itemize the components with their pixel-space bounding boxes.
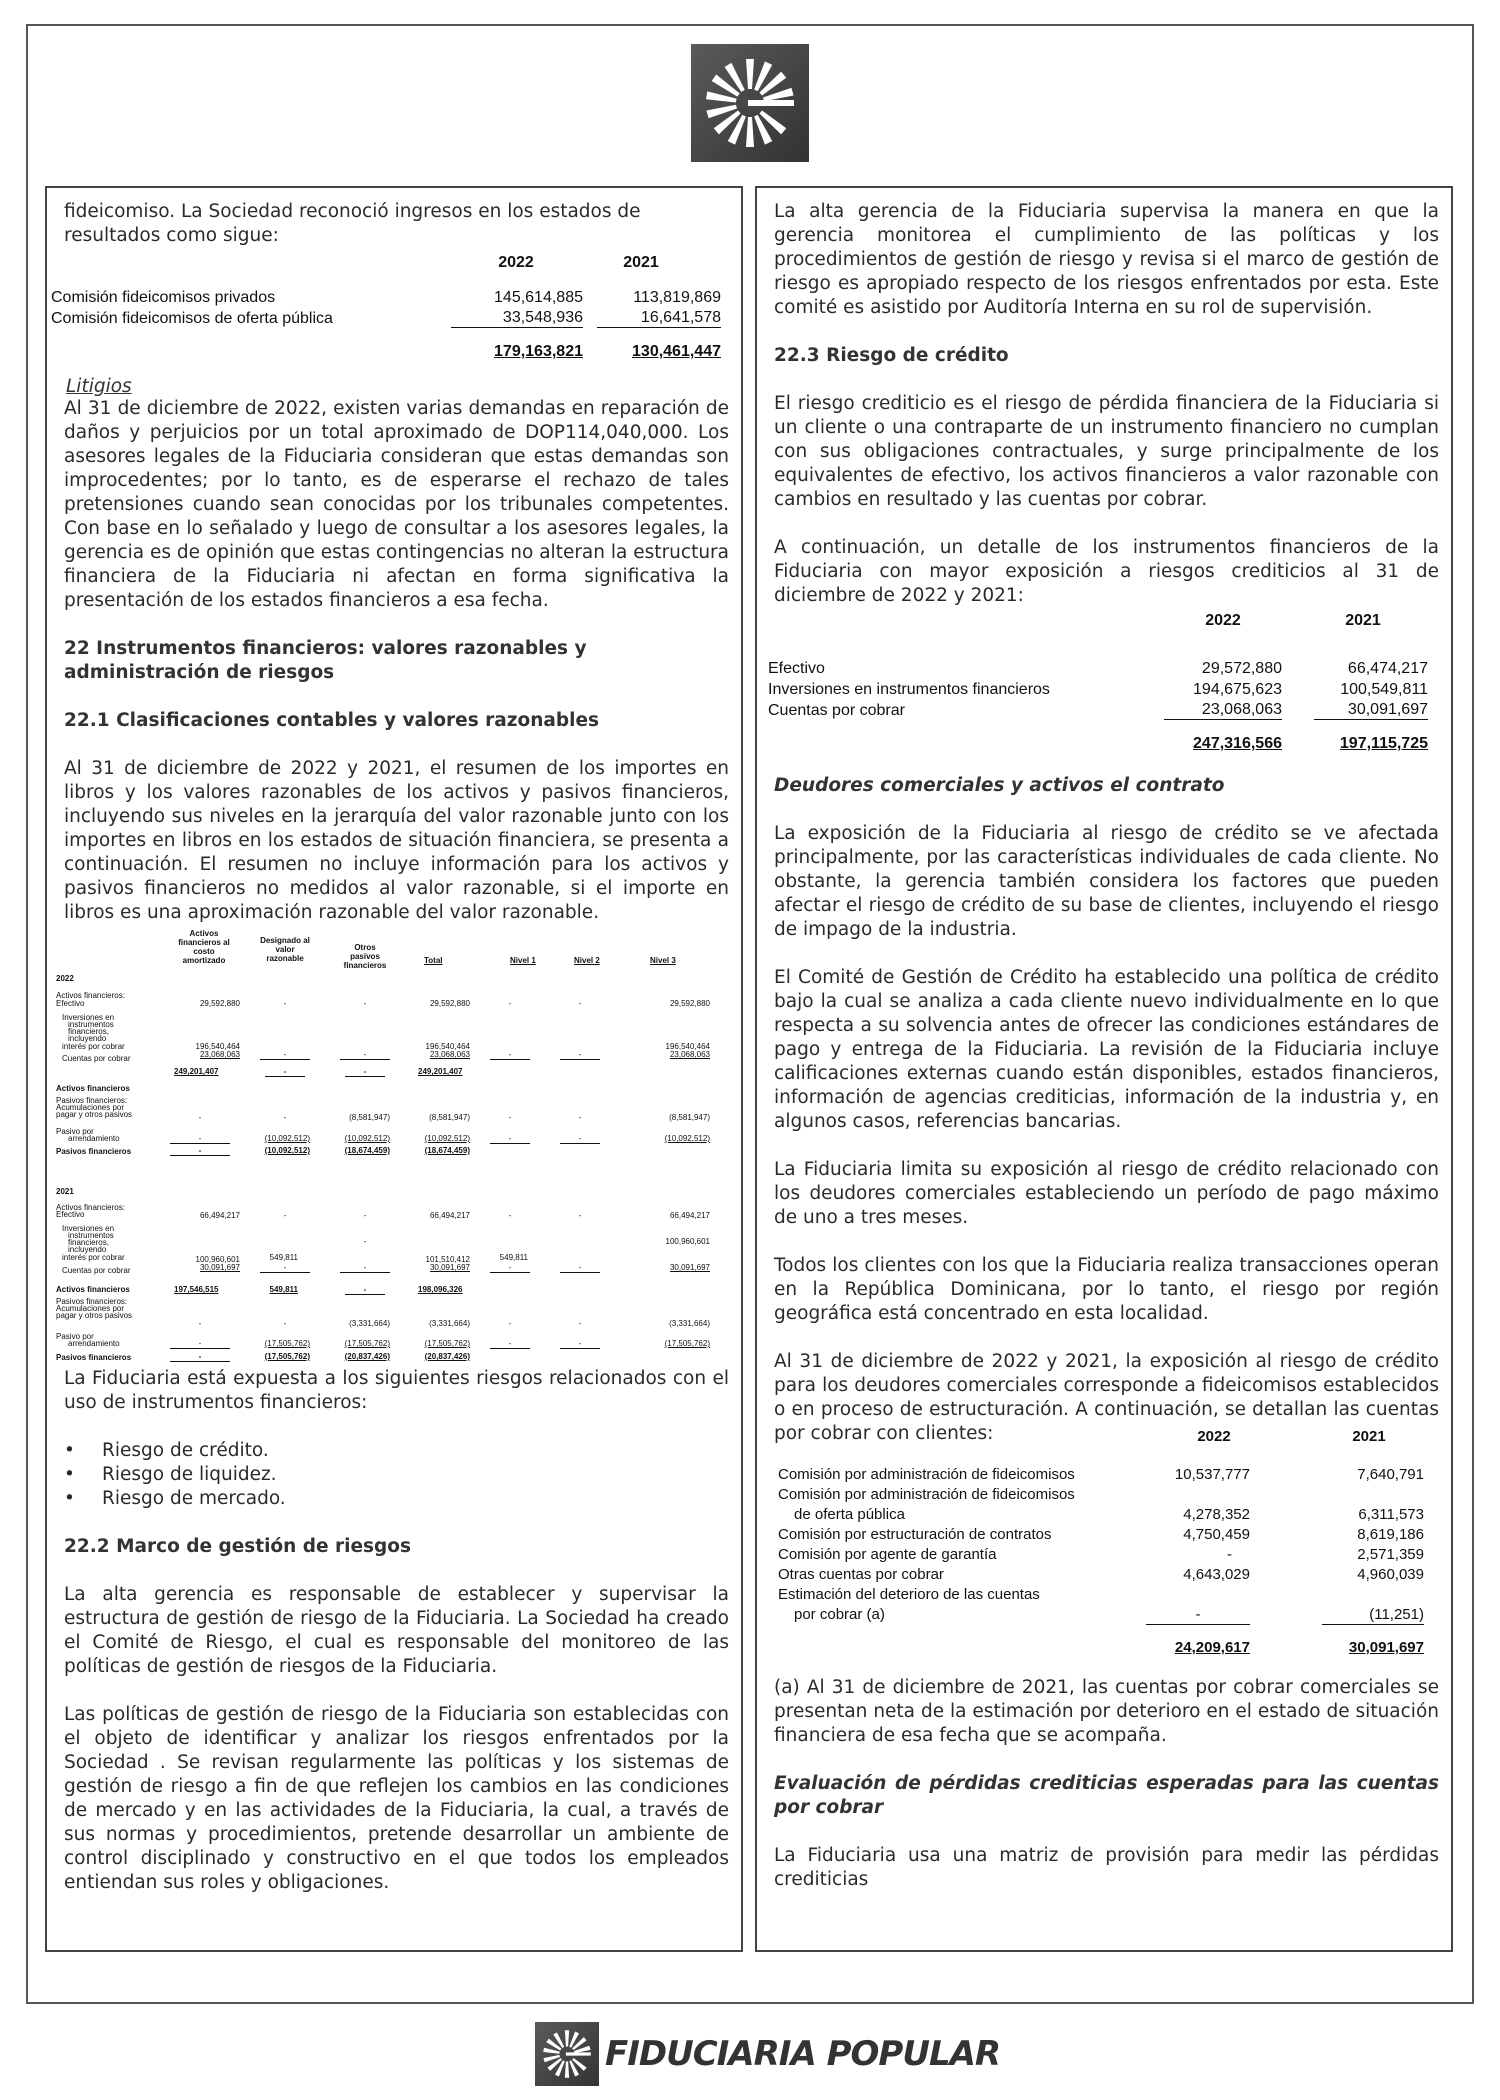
paragraph: Al 31 de diciembre de 2022 y 2021, el resumen de los importes en libros y los valores razonables de los activos y pasivos financieros, incluyendo sus niveles en la jerarquía del valor razonable junto con los importes en libros en los estados de situación financiera, se presenta a continuación. El resumen no incluye información para los activos y pasivos financieros no medidos al valor razonable, si el importe en libros es una aproximación razonable del valor razonable. xyxy=(64,758,729,923)
cell: - xyxy=(578,999,582,1008)
cell: 249,201,407 xyxy=(174,1067,219,1076)
cell: - xyxy=(363,1237,367,1246)
litigios-heading: Litigios xyxy=(66,376,132,397)
cell: 145,614,885 xyxy=(494,289,583,306)
cell: - xyxy=(1146,1605,1250,1625)
cell: 196,540,464 xyxy=(665,1042,710,1051)
risk-list xyxy=(64,1439,729,1511)
row-label: Comisión fideicomisos privados xyxy=(51,289,276,306)
table-row xyxy=(774,1505,1439,1525)
row-label: instrumentos xyxy=(68,1020,114,1029)
cell: - xyxy=(363,999,367,1008)
total-cell: 179,163,821 xyxy=(494,343,583,360)
col-header: Otros pasivos financieros xyxy=(343,943,387,970)
section-heading: 22 Instrumentos financieros: valores razonables y administración de riesgos xyxy=(64,638,587,683)
table-row xyxy=(774,1545,1439,1565)
cell: 100,960,601 xyxy=(665,1237,710,1246)
cell: (20,837,426) xyxy=(344,1352,390,1361)
sunburst-icon xyxy=(535,2022,599,2086)
cell: (10,092,512) xyxy=(264,1134,310,1143)
cell: 249,201,407 xyxy=(418,1067,463,1076)
col-header: Nivel 3 xyxy=(650,956,676,965)
row-label: Pasivos financieros xyxy=(56,1353,132,1362)
cell: - xyxy=(283,1319,287,1328)
brand-name: FIDUCIARIA POPULAR xyxy=(605,2034,1001,2074)
row-label: Inversiones en instrumentos financieros xyxy=(768,681,1050,698)
col-header: Nivel 1 xyxy=(510,956,536,965)
table-row xyxy=(774,1525,1439,1545)
row-label: Efectivo xyxy=(56,1210,85,1219)
year-header: 2021 xyxy=(1352,1428,1386,1445)
table-row xyxy=(774,1605,1439,1625)
row-label: Cuentas por cobrar xyxy=(62,1266,131,1275)
cell: 66,494,217 xyxy=(669,1211,710,1220)
cell: 549,811 xyxy=(269,1253,298,1262)
year-header: 2022 xyxy=(1197,1428,1231,1445)
cell: - xyxy=(508,1113,512,1122)
cell: 33,548,936 xyxy=(451,308,583,328)
row-label: Cuentas por cobrar xyxy=(62,1054,131,1063)
cell: 196,540,464 xyxy=(195,1042,240,1051)
cell: 196,540,464 xyxy=(425,1042,470,1051)
cell: - xyxy=(508,1211,512,1220)
paragraph: La alta gerencia es responsable de establecer y supervisar la estructura de gestión de riesgo de la Fiduciaria. La Sociedad ha creado el Comité de Riesgo, el cual es responsable del monitoreo de las políticas de gestión de riesgos de la Fiduciaria. xyxy=(64,1584,729,1677)
cell: - xyxy=(578,1211,582,1220)
cell: 16,641,578 xyxy=(597,308,721,328)
row-label: pagar y otros pasivos xyxy=(56,1110,133,1119)
paragraph: El Comité de Gestión de Crédito ha establecido una política de crédito bajo la cual se analiza a cada cliente nuevo individualmente en lo que respecta a su solvencia antes de ofrecer las condiciones estándares de pago y entrega de la Fiduciaria. La revisión de la Fiduciaria incluye calificaciones externas cuando están disponibles, estados financieros, información de agencias crediticias, información de la industria y, en algunos casos, referencias bancarias. xyxy=(774,967,1439,1132)
row-label: Comisión por administración de fideicomisos xyxy=(778,1466,1075,1483)
cell: - xyxy=(1227,1546,1232,1563)
classification-table xyxy=(50,929,730,1389)
cell: 29,592,880 xyxy=(199,999,240,1008)
cell: 29,572,880 xyxy=(1201,660,1282,677)
col-header: Designado al valor razonable xyxy=(260,936,310,963)
cell: - xyxy=(260,1050,310,1060)
row-label: Comisión fideicomisos de oferta pública xyxy=(51,310,333,327)
cell: 4,643,029 xyxy=(1183,1566,1250,1583)
cell: 10,537,777 xyxy=(1174,1466,1250,1483)
cell: - xyxy=(283,1211,287,1220)
paragraph: (a) Al 31 de diciembre de 2021, las cuentas por cobrar comerciales se presentan neta de la estimación por deterioro en el estado de situación financiera de esa fecha que se acompaña. xyxy=(774,1677,1439,1746)
paragraph: Todos los clientes con los que la Fiduciaria realiza transacciones operan en la República Dominicana, por lo tanto, el riesgo por región geográfica está concentrado en esta localidad. xyxy=(774,1255,1439,1324)
sunburst-icon xyxy=(700,53,800,153)
paragraph: La exposición de la Fiduciaria al riesgo de crédito se ve afectada principalmente, por las características individuales de cada cliente. No obstante, la gerencia también considera los factores que pueden afectar el riesgo de crédito de su base de clientes, incluyendo el riesgo de impago de la industria. xyxy=(774,823,1439,940)
row-label: financieros, xyxy=(68,1238,109,1247)
cell: (11,251) xyxy=(1322,1605,1424,1625)
row-label: Comisión por agente de garantía xyxy=(778,1546,997,1563)
cell: 23,068,063 xyxy=(669,1050,710,1059)
row-label: Pasivos financieros xyxy=(56,1147,132,1156)
table-row xyxy=(774,1565,1439,1585)
row-label: Activos financieros xyxy=(56,1285,130,1294)
row-label: Inversiones en xyxy=(62,1013,115,1022)
row-label: Activos financieros xyxy=(56,1084,130,1093)
subsection-heading: Evaluación de pérdidas crediticias esperadas para las cuentas por cobrar xyxy=(774,1773,1439,1818)
cell: 30,091,697 xyxy=(669,1263,710,1272)
cell: (10,092,512) xyxy=(424,1134,470,1143)
row-label: Efectivo xyxy=(768,660,825,677)
cell: - xyxy=(490,1134,530,1144)
cell: - xyxy=(170,1339,230,1349)
cell: (18,674,459) xyxy=(424,1146,470,1155)
row-label: arrendamiento xyxy=(68,1339,120,1348)
row-label: Activos financieros: xyxy=(56,1203,125,1212)
row-label: Comisión por estructuración de contratos xyxy=(778,1526,1052,1543)
table-total-row xyxy=(774,1637,1439,1658)
cell: 100,549,811 xyxy=(1340,681,1428,698)
row-label: Pasivo por xyxy=(56,1127,94,1136)
paragraph: A continuación, un detalle de los instrumentos financieros de la Fiduciaria con mayor exposición a riesgos crediticios al 31 de diciembre de 2022 y 2021: xyxy=(774,537,1439,606)
cell: (8,581,947) xyxy=(669,1113,710,1122)
total-cell: 130,461,447 xyxy=(632,343,721,360)
cell: - xyxy=(170,1134,230,1144)
paragraph: Las políticas de gestión de riesgo de la Fiduciaria son establecidas con el objeto de identificar y analizar los riesgos enfrentados por la Sociedad . Se revisan regularmente las políticas y los sistemas de gestión de riesgo a fin de que reflejen los cambios en las condiciones de mercado y en las actividades de la Fiduciaria, la cual, a través de sus normas y procedimientos, pretende desarrollar un ambiente de control disciplinado y constructivo en el que todos los empleados entiendan sus roles y obligaciones. xyxy=(64,1704,729,1893)
table-row xyxy=(51,308,729,329)
cell: (10,092,512) xyxy=(664,1134,710,1143)
row-label: Otras cuentas por cobrar xyxy=(778,1566,944,1583)
year-header: 2022 xyxy=(498,254,534,271)
table-total-row xyxy=(768,733,1438,754)
cell: 6,311,573 xyxy=(1358,1506,1424,1523)
cell: (3,331,664) xyxy=(429,1319,470,1328)
paragraph: La Fiduciaria limita su exposición al riesgo de crédito relacionado con los deudores comerciales estableciendo un período de pago máximo de uno a tres meses. xyxy=(774,1159,1439,1228)
paragraph: El riesgo crediticio es el riesgo de pérdida financiera de la Fiduciaria si un cliente o una contraparte de un instrumento financiero no cumplan con sus obligaciones contractuales, y surge principalmente de los equivalentes de efectivo, los activos financieros a valor razonable con cambios en resultado y las cuentas por cobrar. xyxy=(774,393,1439,510)
cell: (20,837,426) xyxy=(424,1352,470,1361)
cell: 23,068,063 xyxy=(1164,700,1282,720)
cell: - xyxy=(345,1067,385,1077)
row-label: pagar y otros pasivos xyxy=(56,1311,133,1320)
row-label: de oferta pública xyxy=(794,1506,905,1523)
row-label: Estimación del deterioro de las cuentas xyxy=(778,1586,1040,1603)
total-cell: 197,115,725 xyxy=(1339,735,1428,752)
cell: 4,278,352 xyxy=(1183,1506,1250,1523)
cell: - xyxy=(560,1050,600,1060)
row-label: Acumulaciones por xyxy=(56,1304,125,1313)
cell: - xyxy=(578,1113,582,1122)
table-row xyxy=(768,679,1438,700)
subsection-heading: Deudores comerciales y activos el contrato xyxy=(774,775,1225,796)
row-label: incluyendo xyxy=(68,1245,107,1254)
section-heading: 22.3 Riesgo de crédito xyxy=(774,345,1009,366)
cell: - xyxy=(340,1263,390,1273)
cell: 29,592,880 xyxy=(429,999,470,1008)
paragraph: La Fiduciaria usa una matriz de provisión para medir las pérdidas crediticias xyxy=(774,1845,1439,1890)
col-header: Total xyxy=(424,956,443,965)
cell: 198,096,326 xyxy=(418,1285,463,1294)
paragraph: La alta gerencia de la Fiduciaria supervisa la manera en que la gerencia monitorea el cumplimiento de las políticas y los procedimientos de gestión de riesgo y revisa si el marco de gestión de riesgo es apropiado respecto de los riesgos enfrentados por esta. Este comité es asistido por Auditoría Interna en su rol de supervisión. xyxy=(774,201,1439,318)
row-label: Efectivo xyxy=(56,999,85,1008)
table-row xyxy=(51,287,729,308)
row-label: financieros, xyxy=(68,1027,109,1036)
cell: - xyxy=(490,1263,530,1273)
row-label: interés por cobrar xyxy=(62,1042,125,1051)
paragraph: La Fiduciaria está expuesta a los siguientes riesgos relacionados con el uso de instrumentos financieros: xyxy=(64,1368,729,1413)
row-label: Pasivo por xyxy=(56,1332,94,1341)
row-label: incluyendo xyxy=(68,1034,107,1043)
receivables-table xyxy=(774,1426,1439,1658)
cell: 4,960,039 xyxy=(1357,1566,1424,1583)
cell: (18,674,459) xyxy=(344,1146,390,1155)
total-cell: 30,091,697 xyxy=(1348,1639,1424,1656)
cell: 2,571,359 xyxy=(1357,1546,1424,1563)
cell: 23,068,063 xyxy=(199,1050,240,1059)
cell: - xyxy=(490,1339,530,1349)
cell: 30,091,697 xyxy=(1314,700,1428,720)
col-header: Activos financieros al costo amortizado xyxy=(178,929,230,965)
total-cell: 24,209,617 xyxy=(1174,1639,1250,1656)
row-label: Pasivos financieros: xyxy=(56,1096,128,1105)
cell: - xyxy=(283,999,287,1008)
row-label: Cuentas por cobrar xyxy=(768,702,905,719)
cell: 197,546,515 xyxy=(174,1285,219,1294)
cell: - xyxy=(340,1050,390,1060)
cell: - xyxy=(260,1263,310,1273)
cell: 194,675,623 xyxy=(1193,681,1282,698)
cell: (17,505,762) xyxy=(424,1339,470,1348)
row-label: instrumentos xyxy=(68,1231,114,1240)
paragraph: fideicomiso. La Sociedad reconoció ingresos en los estados de resultados como sigue: xyxy=(64,201,641,246)
credit-exposure-table xyxy=(768,610,1438,754)
cell: - xyxy=(508,1319,512,1328)
fiduciaria-logo xyxy=(691,44,809,162)
cell: 30,091,697 xyxy=(429,1263,470,1272)
row-label: Inversiones en xyxy=(62,1224,115,1233)
cell: - xyxy=(283,1113,287,1122)
cell: (17,505,762) xyxy=(664,1339,710,1348)
cell: (10,092,512) xyxy=(264,1146,310,1155)
cell: - xyxy=(198,1319,202,1328)
cell: 549,811 xyxy=(499,1253,528,1262)
cell: - xyxy=(578,1319,582,1328)
cell: 66,494,217 xyxy=(199,1211,240,1220)
commission-table xyxy=(51,252,729,362)
paragraph: Al 31 de diciembre de 2022 y 2021, la exposición al riesgo de crédito para los deudores comerciales corresponde a fideicomisos establecidos o en proceso de estructuración. A continuación, se detallan las cuentas por cobrar con clientes: xyxy=(774,1351,1439,1444)
year-header: 2022 xyxy=(1205,612,1241,629)
cell: - xyxy=(560,1339,600,1349)
cell: (17,505,762) xyxy=(264,1339,310,1348)
cell: - xyxy=(170,1146,230,1156)
cell: 100,960,601 xyxy=(195,1255,240,1264)
list-item: • Riesgo de liquidez. xyxy=(64,1463,729,1487)
table-row xyxy=(774,1585,1439,1605)
cell: (17,505,762) xyxy=(264,1352,310,1361)
cell: 7,640,791 xyxy=(1357,1466,1424,1483)
row-label: arrendamiento xyxy=(68,1134,120,1143)
cell: - xyxy=(508,999,512,1008)
cell: 29,592,880 xyxy=(669,999,710,1008)
cell: (17,505,762) xyxy=(344,1339,390,1348)
cell: - xyxy=(363,1211,367,1220)
cell: 101,510,412 xyxy=(425,1255,470,1264)
left-column xyxy=(45,186,743,1952)
year-header: 2021 xyxy=(623,254,659,271)
row-label: interés por cobrar xyxy=(62,1253,125,1262)
row-label: Activos financieros: xyxy=(56,991,125,1000)
row-label: Acumulaciones por xyxy=(56,1103,125,1112)
row-label: Pasivos financieros: xyxy=(56,1297,128,1306)
cell: (8,581,947) xyxy=(429,1113,470,1122)
cell: 113,819,869 xyxy=(633,289,721,306)
col-header: Nivel 2 xyxy=(574,956,600,965)
section-heading: 22.1 Clasificaciones contables y valores razonables xyxy=(64,710,600,731)
cell: 66,494,217 xyxy=(429,1211,470,1220)
cell: 549,811 xyxy=(269,1285,298,1294)
table-row xyxy=(768,658,1438,679)
cell: 23,068,063 xyxy=(429,1050,470,1059)
total-cell: 247,316,566 xyxy=(1193,735,1282,752)
cell: - xyxy=(198,1113,202,1122)
list-item: • Riesgo de mercado. xyxy=(64,1487,729,1511)
table-row xyxy=(768,700,1438,721)
cell: 8,619,186 xyxy=(1357,1526,1424,1543)
paragraph: Al 31 de diciembre de 2022, existen varias demandas en reparación de daños y perjuicios por un total aproximado de DOP114,040,000. Los asesores legales de la Fiduciaria consideran que estas demandas son improcedentes; por lo tanto, es de esperarse el rechazo de tales pretensiones cuando sean conocidas por los tribunales competentes. Con base en lo señalado y luego de consultar a los asesores legales, la gerencia es de opinión que estas contingencias no alteran la estructura financiera de la Fiduciaria ni afectan en forma significativa la presentación de los estados financieros a esa fecha. xyxy=(64,398,729,611)
cell: - xyxy=(345,1285,385,1295)
row-label: por cobrar (a) xyxy=(794,1606,885,1623)
year-label: 2021 xyxy=(56,1187,74,1196)
table-total-row xyxy=(51,341,729,362)
cell: (3,331,664) xyxy=(349,1319,390,1328)
cell: - xyxy=(170,1352,230,1362)
cell: - xyxy=(490,1050,530,1060)
table-row xyxy=(774,1465,1439,1485)
list-item: • Riesgo de crédito. xyxy=(64,1439,729,1463)
year-header: 2021 xyxy=(1345,612,1381,629)
footer-logo xyxy=(535,2022,1000,2086)
cell: (3,331,664) xyxy=(669,1319,710,1328)
cell: - xyxy=(265,1067,305,1077)
year-label: 2022 xyxy=(56,974,74,983)
cell: (8,581,947) xyxy=(349,1113,390,1122)
section-heading: 22.2 Marco de gestión de riesgos xyxy=(64,1536,411,1557)
cell: 30,091,697 xyxy=(199,1263,240,1272)
row-label: Comisión por administración de fideicomisos xyxy=(778,1486,1075,1503)
right-column xyxy=(755,186,1453,1952)
cell: 4,750,459 xyxy=(1183,1526,1250,1543)
cell: - xyxy=(560,1134,600,1144)
cell: - xyxy=(560,1263,600,1273)
cell: (10,092,512) xyxy=(344,1134,390,1143)
table-row xyxy=(774,1485,1439,1505)
cell: 66,474,217 xyxy=(1347,660,1428,677)
